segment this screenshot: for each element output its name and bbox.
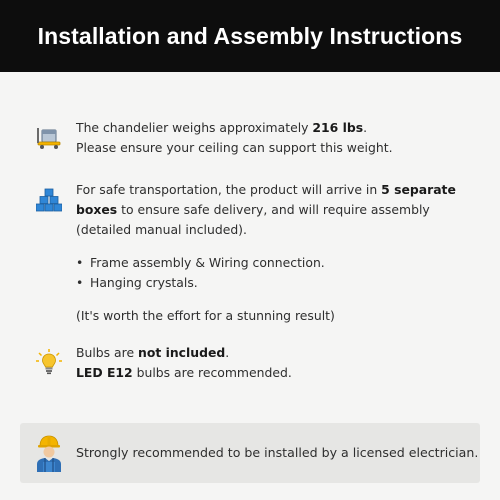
bulbs-text [76, 343, 476, 383]
scale-box-icon [36, 124, 62, 150]
bulbs-line-1: Bulbs are not included. [76, 345, 230, 360]
weight-value: 216 lbs [312, 120, 364, 135]
weight-line-2: Please ensure your ceiling can support this weight. [76, 140, 393, 155]
stacked-boxes-icon [36, 187, 62, 213]
weight-line-1: The chandelier weighs approximately 216 lbs. [76, 120, 368, 135]
weight-text [76, 118, 476, 158]
boxes-text [76, 180, 476, 326]
assembly-list [76, 253, 476, 293]
list-item: • Hanging crystals. [76, 273, 476, 293]
boxes-line-1: For safe transportation, the product will arrive in 5 separate [76, 182, 456, 197]
light-bulb-icon [36, 349, 62, 375]
electrician-recommendation: Strongly recommended to be installed by a licensed electrician. [76, 445, 479, 460]
header-bar [0, 0, 500, 72]
bulbs-section [36, 343, 476, 387]
electrician-icon [34, 434, 64, 472]
list-item: • Frame assembly & Wiring connection. [76, 253, 476, 273]
boxes-note: (It's worth the effort for a stunning result) [76, 308, 335, 323]
bulbs-line-2: LED E12 bulbs are recommended. [76, 365, 292, 380]
electrician-banner [20, 423, 480, 483]
boxes-section [36, 180, 476, 323]
boxes-line-3: (detailed manual included). [76, 222, 247, 237]
weight-section [36, 118, 476, 162]
box-count: 5 separate [381, 182, 456, 197]
page-title: Installation and Assembly Instructions [37, 22, 463, 49]
boxes-line-2: boxes to ensure safe delivery, and will require assembly [76, 202, 430, 217]
